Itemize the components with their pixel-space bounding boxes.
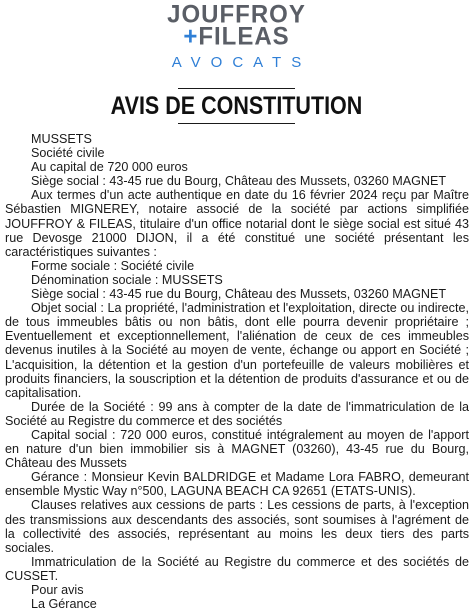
signoff-gerance: La Gérance — [31, 597, 97, 611]
signoff-pour-avis: Pour avis — [31, 583, 84, 597]
company-capital: Au capital de 720 000 euros — [31, 160, 188, 175]
company-name: MUSSETS — [31, 132, 92, 146]
registered-office-line: Siège social : 43-45 rue du Bourg, Château des Mussets, 03260 MAGNET — [31, 287, 447, 302]
notice-title: AVIS DE CONSTITUTION — [110, 92, 363, 120]
law-firm-logo — [0, 0, 473, 71]
legal-form-line: Forme sociale : Société civile — [31, 258, 195, 273]
share-capital-paragraph: Capital social : 720 000 euros, constitué intégralement au moyen de l'apport en nature d'un bien immobilier sis à MAGNET (03260), 43-45 rue du Bourg, Château des Mussets — [5, 427, 469, 471]
company-seat: Siège social : 43-45 rue du Bourg, Château des Mussets, 03260 MAGNET — [31, 174, 447, 189]
logo-fileas-text: FILEAS — [198, 22, 290, 51]
deed-paragraph: Aux termes d'un acte authentique en date du 16 février 2024 reçu par Maître Sébastien MIGNEREY, notaire associé de la société par actions simplifiée JOUFFROY & FILEAS, titulaire d'un office notarial dont le siège social est situé 43 rue Devosge 21000 DIJON, il a été constitué une société présentant les caractéristiques suivantes : — [5, 188, 469, 259]
registration-line: Immatriculation de la Société au Registre du commerce et des sociétés de CUSSET. — [5, 554, 469, 583]
title-rule-top — [178, 88, 295, 89]
logo-line-avocats: AVOCATS — [171, 54, 312, 71]
logo-line-jouffroy: JOUFFROY — [167, 0, 306, 29]
title-rule-bottom — [178, 123, 295, 124]
share-transfer-clause: Clauses relatives aux cessions de parts : Les cessions de parts, à l'exception des transmissions aux descendants des associés, sont soumises à l'agrément de la collectivité des associés, représentant au moins les deux tiers des parts sociales. — [5, 498, 469, 555]
duration-paragraph: Durée de la Société : 99 ans à compter de la date de l'immatriculation de la Société au Registre du commerce et des sociétés — [5, 399, 469, 428]
notice-body — [5, 132, 469, 611]
logo-line-fileas — [0, 22, 473, 51]
logo-plus-glyph: + — [183, 22, 199, 51]
denomination-line: Dénomination sociale : MUSSETS — [31, 272, 223, 287]
company-form: Société civile — [31, 146, 105, 161]
management-paragraph: Gérance : Monsieur Kevin BALDRIDGE et Madame Lora FABRO, demeurant ensemble Mystic Way n°500, LAGUNA BEACH CA 92651 (ETATS-UNIS). — [5, 470, 469, 499]
corporate-purpose-paragraph: Objet social : La propriété, l'administration et l'exploitation, directe ou indirecte, de tous immeubles bâtis ou non bâtis, dont elle pourra devenir propriétaire ; Eventuellement et exceptionnellement, l'aliénation de ceux de ces immeubles devenus inutiles à la Société au moyen de vente, échange ou apport en Société ; L'acquisition, la détention et la gestion d'un portefeuille de valeurs mobilières et produits financiers, la souscription et la détention de produits d'assurance et ou de capitalisation. — [5, 301, 469, 400]
